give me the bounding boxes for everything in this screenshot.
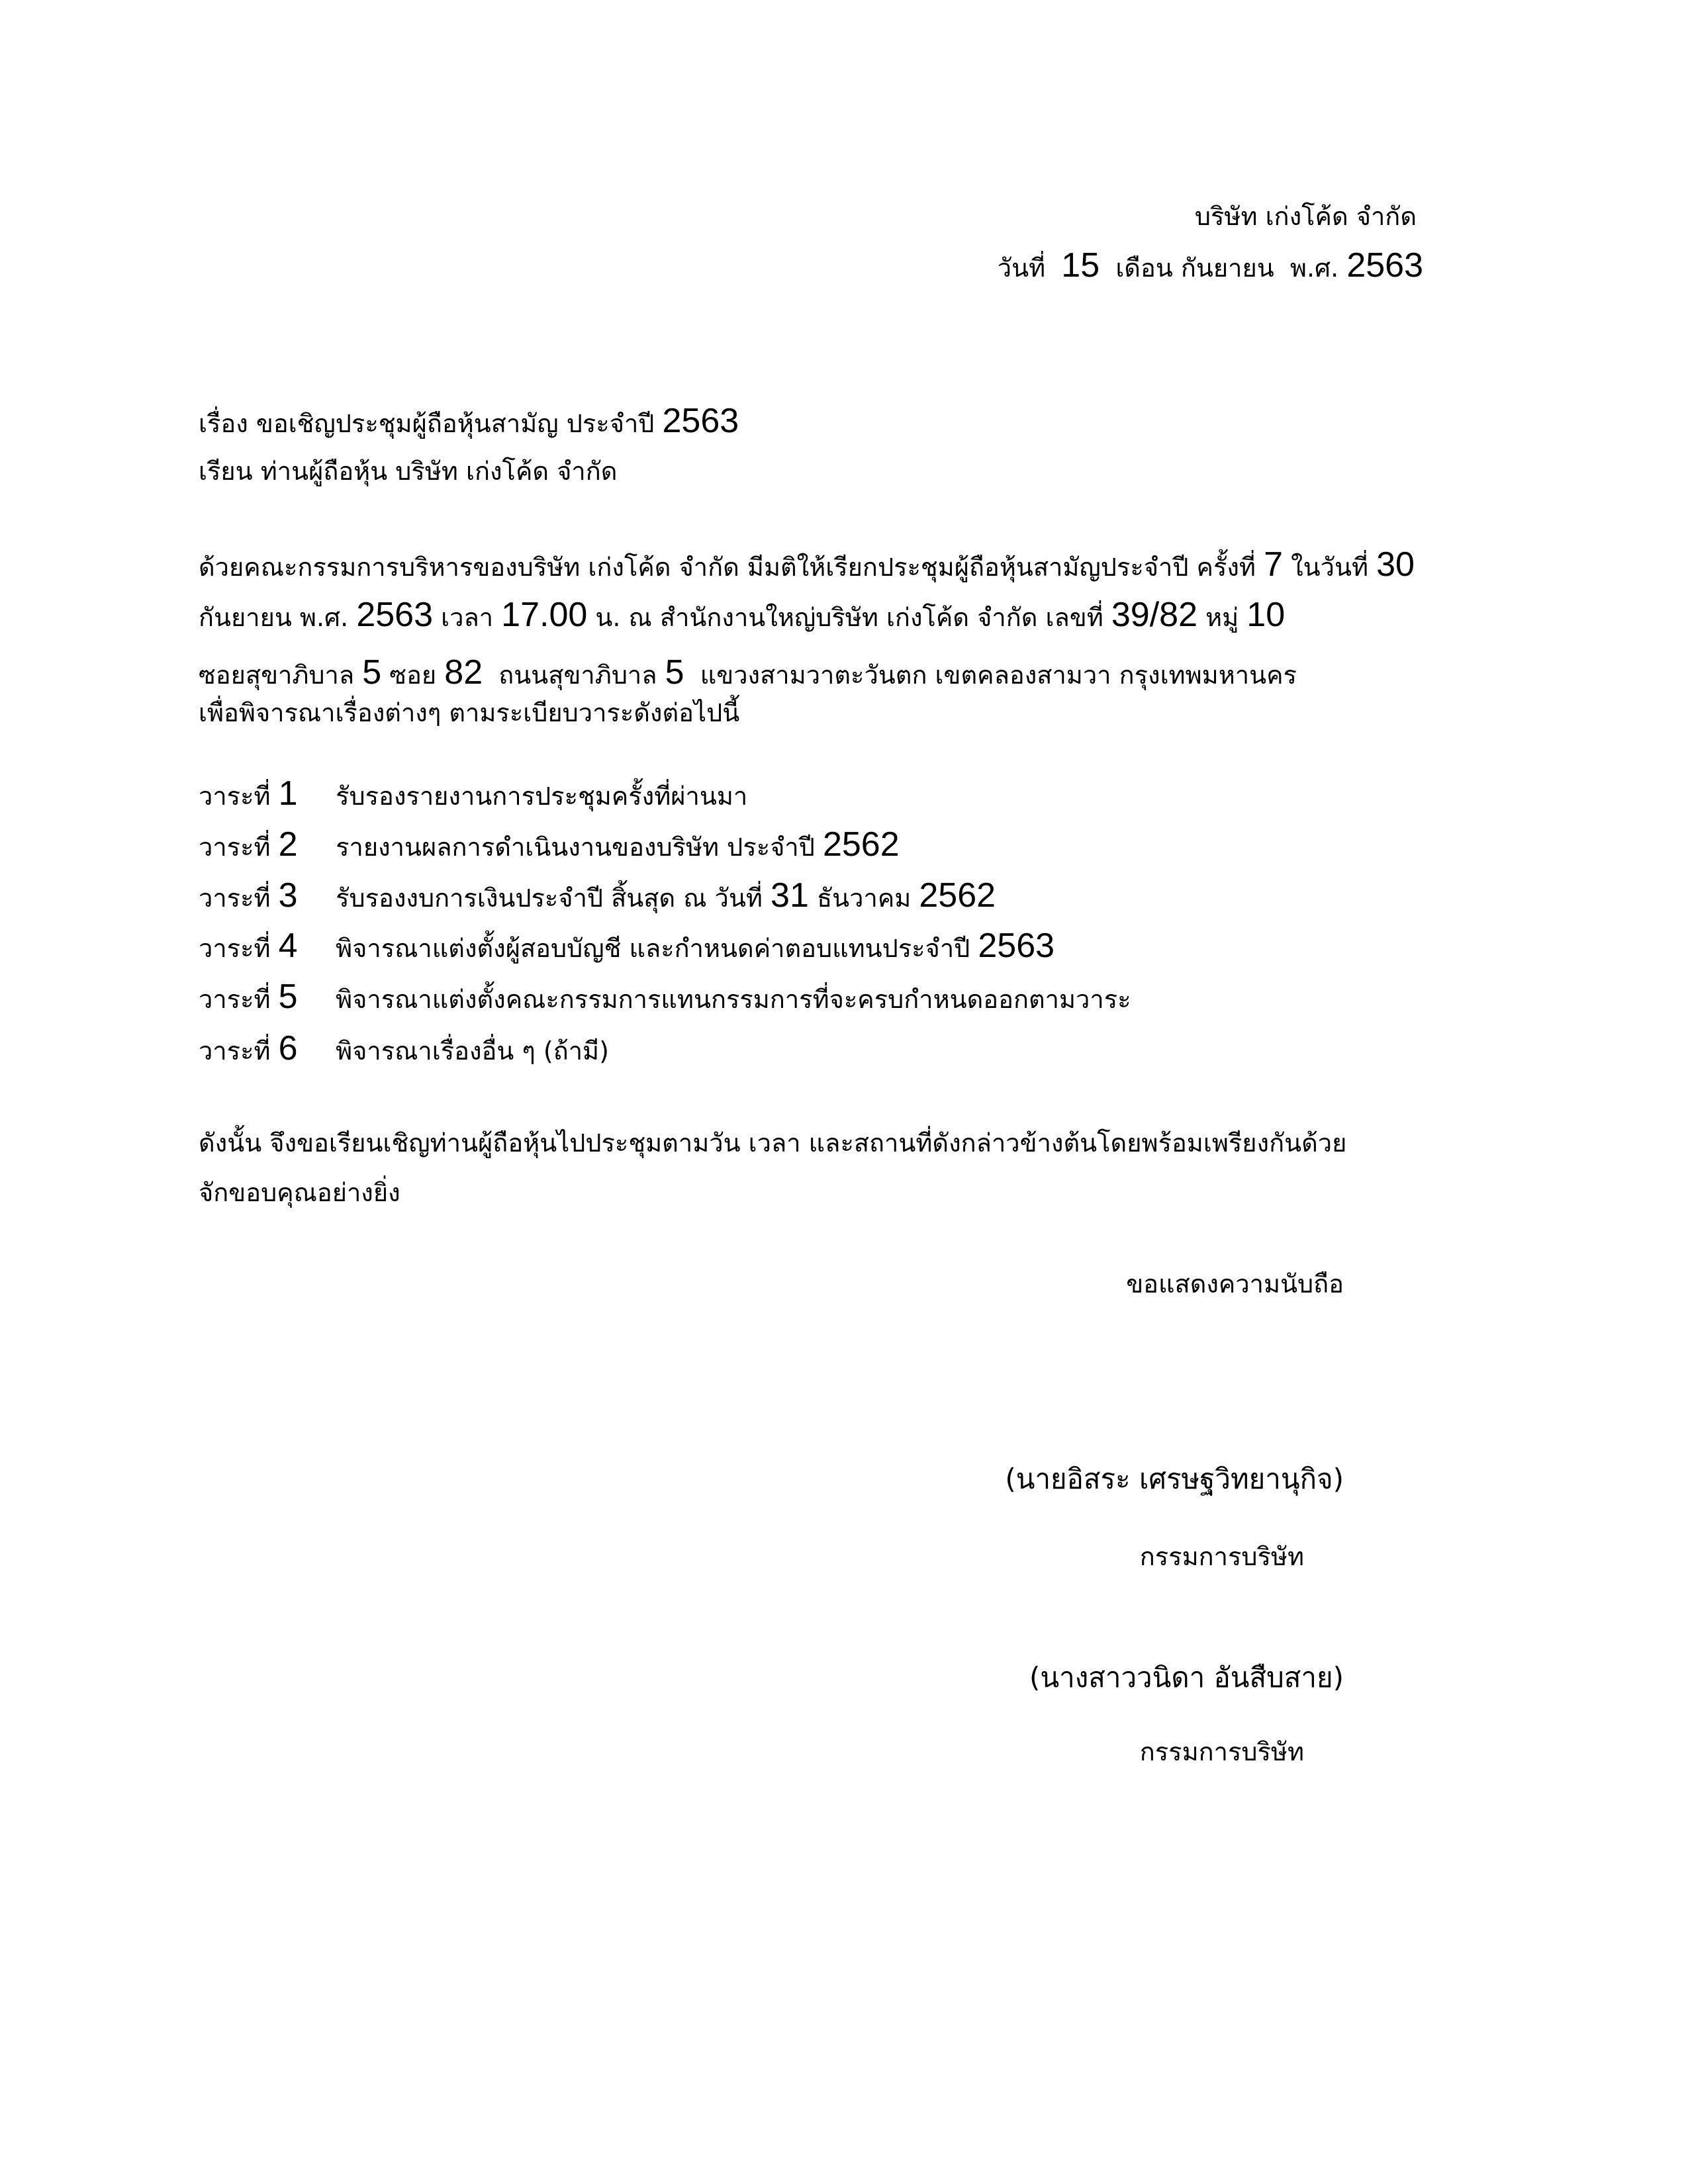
- subject-line: เรื่อง ขอเชิญประชุมผู้ถือหุ้นสามัญ ประจำปี 2563: [199, 402, 739, 440]
- signature-name: (นางสาววนิดา อันสืบสาย): [1029, 1661, 1344, 1694]
- closing-regards: ขอแสดงความนับถือ: [1126, 1269, 1344, 1298]
- recipient-line: เรียน ท่านผู้ถือหุ้น บริษัท เก่งโค้ด จำกัด: [199, 457, 618, 486]
- agenda-item: วาระที่ 6 พิจารณาเรื่องอื่น ๆ (ถ้ามี): [199, 1029, 609, 1068]
- agenda-item: วาระที่ 4 พิจารณาแต่งตั้งผู้สอบบัญชี และกำหนดค่าตอบแทนประจำปี 2563: [199, 927, 1055, 965]
- letter-date: วันที่ 15 เดือน กันยายน พ.ศ. 2563: [997, 246, 1423, 285]
- agenda-item: วาระที่ 3 รับรองงบการเงินประจำปี สิ้นสุด ณ วันที่ 31 ธันวาคม 2562: [199, 876, 996, 915]
- body-line-3: ซอยสุขาภิบาล 5 ซอย 82 ถนนสุขาภิบาล 5 แขวงสามวาตะวันตก เขตคลองสามวา กรุงเทพมหานคร: [199, 653, 1297, 692]
- agenda-item: วาระที่ 5 พิจารณาแต่งตั้งคณะกรรมการแทนกรรมการที่จะครบกำหนดออกตามวาระ: [199, 978, 1131, 1016]
- body-line-4: เพื่อพิจารณาเรื่องต่างๆ ตามระเบียบวาระดังต่อไปนี้: [199, 698, 740, 727]
- body-line-2: กันยายน พ.ศ. 2563 เวลา 17.00 น. ณ สำนักงานใหญ่บริษัท เก่งโค้ด จำกัด เลขที่ 39/82 หมู่ 10: [199, 596, 1286, 634]
- body-line-1: ด้วยคณะกรรมการบริหารของบริษัท เก่งโค้ด จำกัด มีมติให้เรียกประชุมผู้ถือหุ้นสามัญประจำปี ครั้งที่ 7 ในวันที่ 30: [199, 545, 1415, 584]
- signature-title: กรรมการบริษัท: [1139, 1737, 1304, 1766]
- signature-name: (นายอิสระ เศรษฐวิทยานุกิจ): [1005, 1463, 1344, 1495]
- closing-line-1: ดังนั้น จึงขอเรียนเชิญท่านผู้ถือหุ้นไปประชุมตามวัน เวลา และสถานที่ดังกล่าวข้างต้นโดยพร้อมเพรียงกันด้วย: [199, 1128, 1347, 1158]
- signature-title: กรรมการบริษัท: [1139, 1542, 1304, 1571]
- agenda-item: วาระที่ 2 รายงานผลการดำเนินงานของบริษัท ประจำปี 2562: [199, 825, 900, 864]
- closing-line-2: จักขอบคุณอย่างยิ่ง: [199, 1178, 400, 1207]
- agenda-item: วาระที่ 1 รับรองรายงานการประชุมครั้งที่ผ่านมา: [199, 774, 748, 813]
- company-name: บริษัท เก่งโค้ด จำกัด: [1194, 202, 1417, 231]
